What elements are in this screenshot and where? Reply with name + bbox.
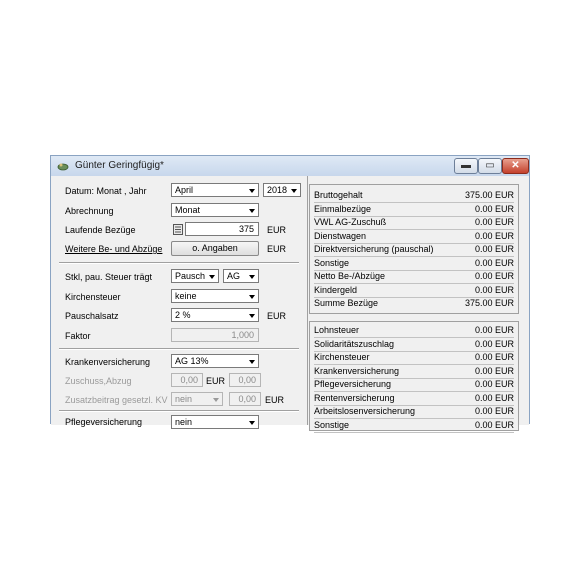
summary-value: 0.00 EUR [474, 230, 514, 241]
minimize-button[interactable] [454, 158, 478, 174]
summary-row [314, 243, 514, 257]
laufende-value: 375 [238, 224, 254, 234]
deduction-label: Lohnsteuer [314, 325, 360, 335]
chevron-down-icon[interactable] [288, 185, 299, 195]
summary-label: Dienstwagen [314, 230, 367, 241]
pflege-label: Pflegeversicherung [65, 417, 143, 427]
pauschal-select[interactable] [171, 308, 259, 322]
month-value: April [175, 185, 194, 195]
summary-row [314, 257, 514, 271]
pauschal-value: 2 % [175, 310, 191, 320]
summary-row [314, 284, 514, 298]
deduction-value: 0.00 EUR [474, 365, 514, 376]
zuschuss-unit: EUR [206, 376, 226, 386]
zusatz-input[interactable] [229, 392, 261, 406]
year-select[interactable] [263, 183, 301, 197]
steuer-select[interactable] [171, 269, 219, 283]
deduction-row [314, 365, 514, 379]
zuschuss-input-1[interactable] [171, 373, 203, 387]
kv-label: Krankenversicherung [65, 357, 151, 367]
abrechnung-label: Abrechnung [65, 206, 114, 216]
summary-row [314, 216, 514, 230]
summary-deductions-box [309, 321, 519, 431]
deduction-value: 0.00 EUR [474, 325, 514, 335]
summary-value: 0.00 EUR [474, 257, 514, 268]
zusatz-label: Zusatzbeitrag gesetzl. KV [65, 395, 168, 405]
summary-value: 375.00 EUR [464, 298, 514, 308]
deduction-row [314, 419, 514, 433]
summary-label: VWL AG-Zuschuß [314, 217, 387, 227]
faktor-value: 1,000 [231, 330, 254, 340]
summary-label: Netto Be-/Abzüge [314, 271, 386, 281]
maximize-button[interactable] [478, 158, 502, 174]
summary-value: 0.00 EUR [474, 284, 514, 295]
summary-top-box [309, 184, 519, 314]
summary-row [314, 203, 514, 217]
pflege-select[interactable] [171, 415, 259, 429]
zuschuss-value-2: 0,00 [238, 375, 256, 385]
summary-label: Einmalbezüge [314, 203, 372, 214]
app-icon [57, 160, 69, 172]
deduction-label: Krankenversicherung [314, 365, 400, 376]
column-divider [307, 176, 308, 425]
close-icon: ✕ [511, 160, 520, 171]
laufende-label: Laufende Bezüge [65, 225, 136, 235]
summary-total-row [314, 297, 514, 310]
deduction-row [314, 405, 514, 419]
faktor-input[interactable] [171, 328, 259, 342]
summary-value: 0.00 EUR [474, 271, 514, 281]
year-value: 2018 [267, 185, 288, 195]
window-title: Günter Geringfügig* [75, 160, 164, 171]
minimize-icon: ▬ [461, 160, 471, 171]
steuer-value: Pausch [175, 271, 206, 281]
chevron-down-icon[interactable] [246, 205, 257, 215]
chevron-down-icon[interactable] [246, 271, 257, 281]
chevron-down-icon[interactable] [206, 271, 217, 281]
laufende-input[interactable] [185, 222, 259, 236]
zusatz-value-1: nein [175, 394, 193, 404]
summary-label: Sonstige [314, 257, 350, 268]
weitere-unit: EUR [267, 244, 287, 254]
deduction-label: Solidaritätszuschlag [314, 338, 395, 349]
maximize-icon: ▭ [485, 160, 495, 171]
laufende-unit: EUR [267, 225, 287, 235]
chevron-down-icon[interactable] [246, 185, 257, 195]
abrechnung-select[interactable] [171, 203, 259, 217]
zusatz-value-2: 0,00 [238, 394, 256, 404]
datum-label: Datum: Monat , Jahr [65, 186, 147, 196]
zusatz-unit: EUR [265, 395, 285, 405]
summary-label: Bruttogehalt [314, 190, 363, 200]
zuschuss-label: Zuschuss,Abzug [65, 376, 132, 386]
app-window [50, 155, 530, 430]
pflege-value: nein [175, 417, 193, 427]
month-select[interactable] [171, 183, 259, 197]
deduction-value: 0.00 EUR [474, 406, 514, 416]
pauschal-label: Pauschalsatz [65, 311, 119, 321]
kirchen-select[interactable] [171, 289, 259, 303]
deduction-label: Kirchensteuer [314, 352, 370, 362]
kv-select[interactable] [171, 354, 259, 368]
abrechnung-value: Monat [175, 205, 201, 215]
steuer-traeger-value: AG [227, 271, 241, 281]
kv-value: AG 13% [175, 356, 209, 366]
kirchen-value: keine [175, 291, 197, 301]
summary-label: Summe Bezüge [314, 298, 379, 308]
deduction-row [314, 324, 514, 338]
chevron-down-icon[interactable] [246, 291, 257, 301]
chevron-down-icon[interactable] [210, 394, 221, 404]
weitere-button[interactable]: o. Angaben [171, 241, 259, 256]
summary-value: 0.00 EUR [474, 244, 514, 254]
section-divider [59, 410, 299, 412]
zuschuss-value-1: 0,00 [180, 375, 198, 385]
deduction-label: Arbeitslosenversicherung [314, 406, 416, 416]
form-panel [51, 176, 529, 430]
deduction-value: 0.00 EUR [474, 352, 514, 362]
summary-value: 375.00 EUR [464, 190, 514, 200]
deduction-label: Pflegeversicherung [314, 379, 392, 389]
section-divider [59, 348, 299, 350]
deduction-value: 0.00 EUR [474, 419, 514, 430]
summary-row [314, 230, 514, 244]
summary-label: Direktversicherung (pauschal) [314, 244, 434, 254]
title-bar[interactable] [51, 156, 529, 176]
deduction-row [314, 392, 514, 406]
summary-row [314, 270, 514, 284]
deduction-value: 0.00 EUR [474, 338, 514, 349]
section-divider [59, 262, 299, 264]
deduction-value: 0.00 EUR [474, 379, 514, 389]
summary-value: 0.00 EUR [474, 203, 514, 214]
kirchen-label: Kirchensteuer [65, 292, 121, 302]
deduction-label: Rentenversicherung [314, 392, 395, 403]
deduction-row [314, 378, 514, 392]
faktor-label: Faktor [65, 331, 91, 341]
zuschuss-input-2[interactable] [229, 373, 261, 387]
chevron-down-icon[interactable] [246, 417, 257, 427]
steuer-label: Stkl, pau. Steuer trägt [65, 272, 153, 282]
close-button[interactable] [502, 158, 529, 174]
weitere-label: Weitere Be- und Abzüge [65, 244, 163, 254]
steuer-traeger-select[interactable] [223, 269, 259, 283]
deduction-row [314, 351, 514, 365]
summary-label: Kindergeld [314, 284, 358, 295]
deduction-label: Sonstige [314, 419, 350, 430]
deduction-row [314, 338, 514, 352]
deduction-value: 0.00 EUR [474, 392, 514, 403]
summary-row [314, 189, 514, 203]
zusatz-select[interactable] [171, 392, 223, 406]
calculator-icon[interactable] [173, 224, 183, 235]
summary-value: 0.00 EUR [474, 217, 514, 227]
pauschal-unit: EUR [267, 311, 287, 321]
chevron-down-icon[interactable] [246, 310, 257, 320]
chevron-down-icon[interactable] [246, 356, 257, 366]
